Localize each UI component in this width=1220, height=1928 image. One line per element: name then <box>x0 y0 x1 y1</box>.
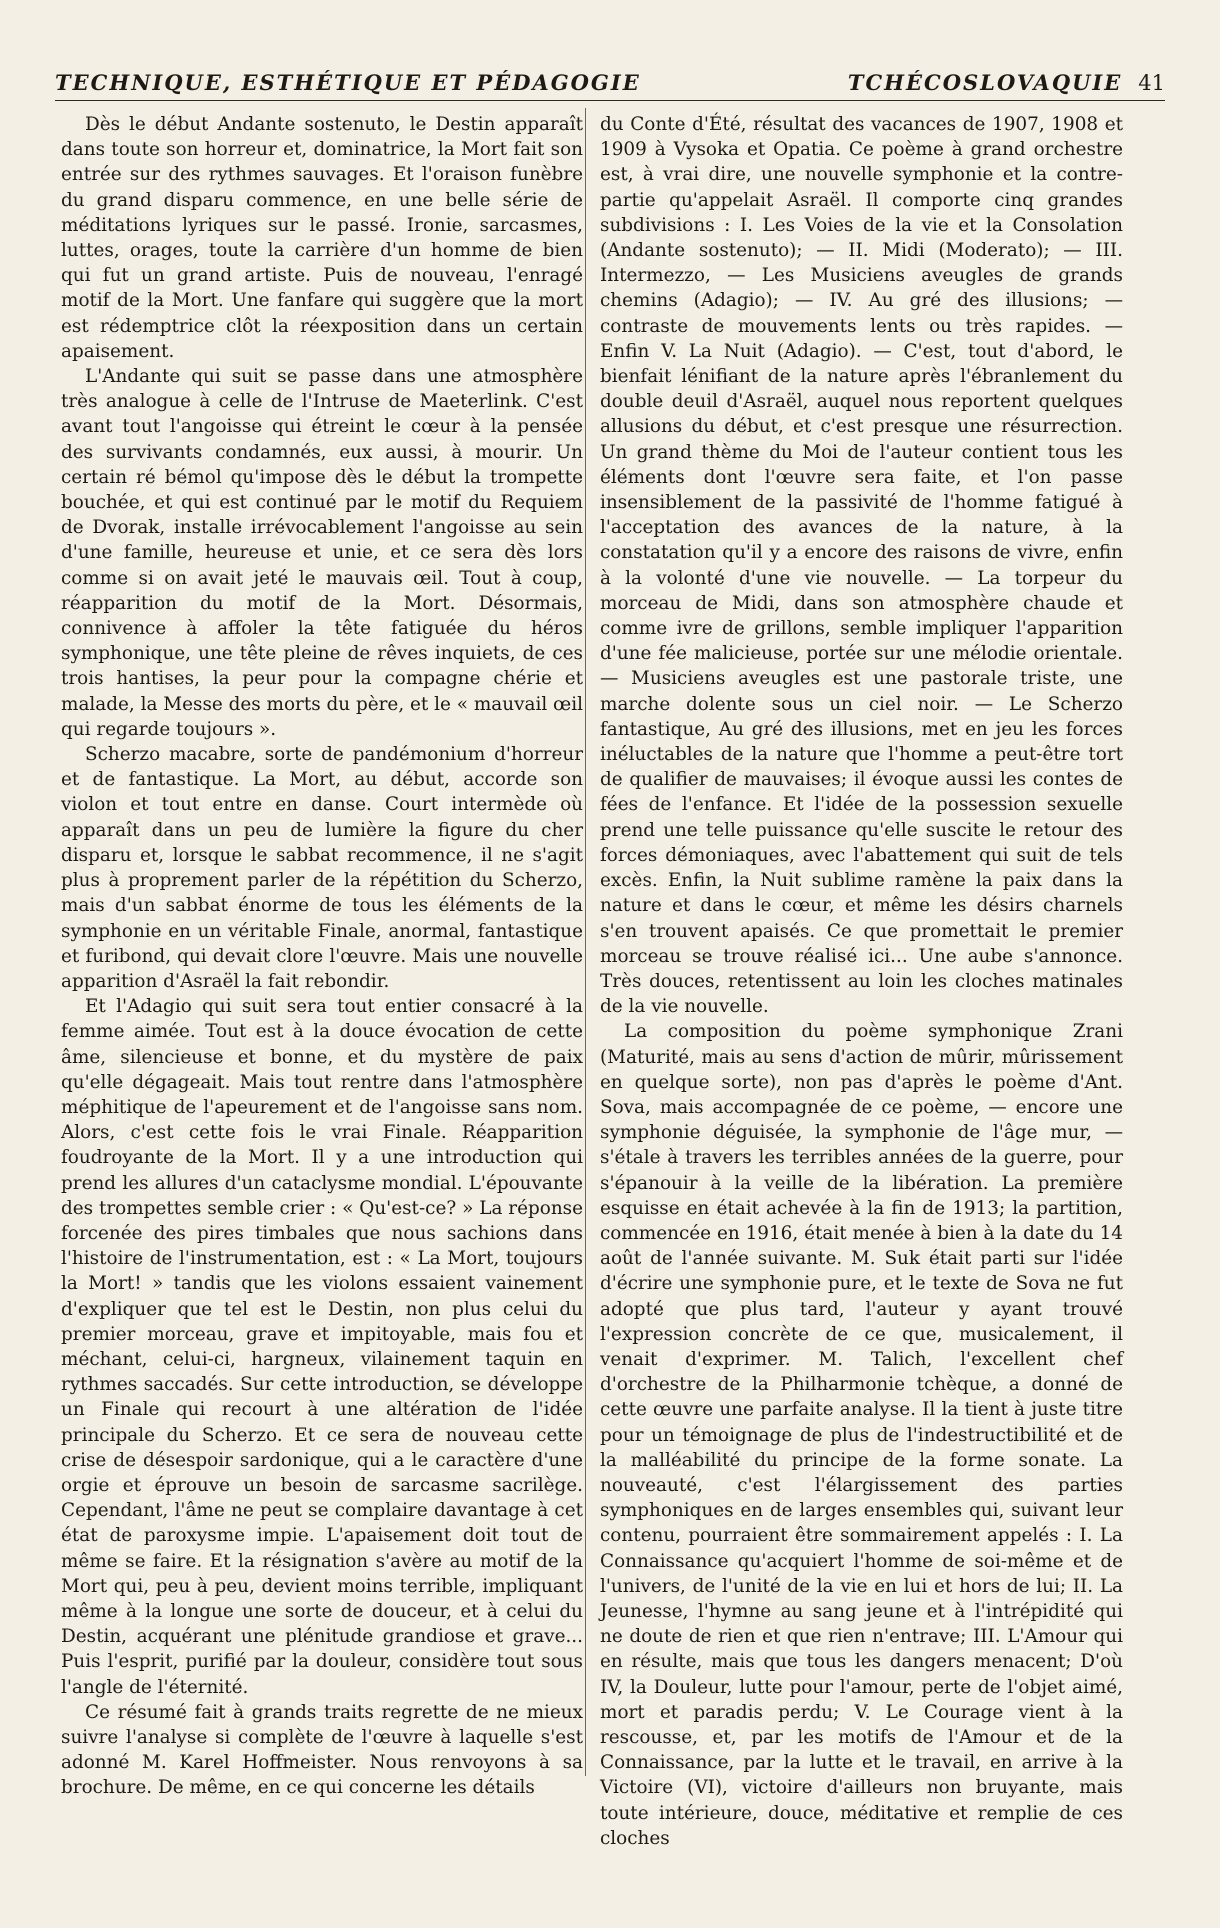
paragraph: Scherzo macabre, sorte de pandémonium d'horreur et de fantastique. La Mort, au début, accorde son violon et tout entre en danse. Court intermède où apparaît dans un peu de lumière la figure du cher disparu et, lorsque le sabbat recommence, il ne s'agit plus à proprement parler de la répétition du Scherzo, mais d'un sabbat énorme de tous les éléments de la symphonie en un véritable Finale, anormal, fantastique et furibond, qui devait clore l'œuvre. Mais une nouvelle apparition d'Asraël la fait rebondir. <box>61 744 583 992</box>
right-column <box>600 112 1123 1851</box>
header-right-group <box>848 70 1165 95</box>
paragraph: du Conte d'Été, résultat des vacances de 1907, 1908 et 1909 à Vysoka et Opatia. Ce poème à grand orchestre est, à vrai dire, une nouvelle symphonie et la contre-partie qu'appelait Asraël. Il comporte cinq grandes subdivisions : I. Les Voies de la vie et la Consolation (Andante sostenuto); — II. Midi (Moderato); — III. Intermezzo, — Les Musiciens aveugles de grands chemins (Adagio); — IV. Au gré des illusions; — contraste de mouvements lents ou très rapides. — Enfin V. La Nuit (Adagio). — C'est, tout d'abord, le bienfait lénifiant de la nature après l'ébranlement du double deuil d'Asraël, auquel nous reportent quelques allusions du début, et c'est presque une résurrection. Un grand thème du Moi de l'auteur contient tous les éléments dont l'œuvre sera faite, et l'on passe insensiblement de la passivité de l'homme fatigué à l'acceptation des avances de la nature, à la constatation qu'il y a encore des raisons de vivre, enfin à la volonté d'une vie nouvelle. — La torpeur du morceau de Midi, dans son atmosphère chaude et comme ivre de grillons, semble impliquer l'apparition d'une fée malicieuse, portée sur une mélodie orientale. — Musiciens aveugles est une pastorale triste, une marche dolente sous un ciel noir. — Le Scherzo fantastique, Au gré des illusions, met en jeu les forces inéluctables de la nature que l'homme a peut-être tort de qualifier de mauvaises; il évoque aussi les contes de fées de l'enfance. Et l'idée de la possession sexuelle prend une telle puissance qu'elle suscite le retour des forces démoniaques, avec l'abattement qui suit de tels excès. Enfin, la Nuit sublime ramène la paix dans la nature et dans le cœur, et même les désirs charnels s'en trouvent apaisés. Ce que promettait le premier morceau se trouve réalisé ici... Une aube s'annonce. Très douces, retentissent au loin les cloches matinales de la vie nouvelle. <box>600 114 1123 1018</box>
running-header <box>55 70 1165 95</box>
paragraph: L'Andante qui suit se passe dans une atmosphère très analogue à celle de l'Intruse de Maeterlink. C'est avant tout l'angoisse qui étreint le cœur à la pensée des survivants condamnés, eux aussi, à mourir. Un certain ré bémol qu'impose dès le début la trompette bouchée, et qui est continué par le motif du Requiem de Dvorak, installe irrévocablement l'angoisse au sein d'une famille, heureuse et unie, et ce sera dès lors comme si on avait jeté le mauvais œil. Tout à coup, réapparition du motif de la Mort. Désormais, connivence à affoler la tête fatiguée du héros symphonique, une tête pleine de rêves inquiets, de ces trois hantises, la peur pour la compagne chérie et malade, la Messe des morts du père, et le « mauvail œil qui regarde toujours ». <box>61 366 583 740</box>
paragraph: La composition du poème symphonique Zrani (Maturité, mais au sens d'action de mûrir, mûrissement en quelque sorte), non pas d'après le poème d'Ant. Sova, mais accompagnée de ce poème, — encore une symphonie déguisée, la symphonie de l'âge mur, — s'étale à travers les terribles années de la guerre, pour s'épanouir à la veille de la libération. La première esquisse en était achevée à la fin de 1913; la partition, commencée en 1916, était menée à bien à la date du 14 août de l'année suivante. M. Suk était parti sur l'idée d'écrire une symphonie pure, et le texte de Sova ne fut adopté que plus tard, l'auteur y ayant trouvé l'expression concrète de ce que, musicalement, il venait d'exprimer. M. Talich, l'excellent chef d'orchestre de la Philharmonie tchèque, a donné de cette œuvre une parfaite analyse. Il la tient à juste titre pour un témoignage de plus de l'indestructibilité et de la malléabilité du principe de la forme sonate. La nouveauté, c'est l'élargissement des parties symphoniques en de larges ensembles qui, suivant leur contenu, pourraient être sommairement appelés : I. La Connaissance qu'acquiert l'homme de soi-même et de l'univers, de l'unité de la vie en lui et hors de lui; II. La Jeunesse, l'hymne au sang jeune et à l'intrépidité qui ne doute de rien et que rien n'entrave; III. L'Amour qui en résulte, mais que tous les dangers menacent; D'où IV, la Douleur, lutte pour l'amour, perte de l'objet aimé, mort et paradis perdu; V. Le Courage vient à la rescousse, et, par les motifs de l'Amour et de la Connaissance, par la lutte et le travail, en arrive à la Victoire (VI), victoire d'ailleurs non bruyante, mais toute intérieure, douce, méditative et remplie de ces cloches <box>600 1021 1123 1849</box>
header-right: TCHÉCOSLOVAQUIE <box>847 70 1123 95</box>
paragraph: Ce résumé fait à grands traits regrette de ne mieux suivre l'analyse si complète de l'œuvre à laquelle s'est adonné M. Karel Hoffmeister. Nous renvoyons à sa brochure. De même, en ce qui concerne les détails <box>61 1701 583 1799</box>
paragraph: Et l'Adagio qui suit sera tout entier consacré à la femme aimée. Tout est à la douce évocation de cette âme, silencieuse et bonne, et du mystère de paix qu'elle dégageait. Mais tout rentre dans l'atmosphère méphitique de l'apeurement et de l'angoisse sans nom. Alors, c'est cette fois le vrai Finale. Réapparition foudroyante de la Mort. Il y a une introduction qui prend les allures d'un cataclysme mondial. L'épouvante des trompettes semble crier : « Qu'est-ce? » La réponse forcenée des pires timbales que nous sachions dans l'histoire de l'instrumentation, est : « La Mort, toujours la Mort! » tandis que les violons essaient vainement d'expliquer que tel est le Destin, non plus celui du premier morceau, grave et impitoyable, mais fou et méchant, celui-ci, hargneux, vilainement taquin en rythmes saccadés. Sur cette introduction, se développe un Finale qui recourt à une altération de l'idée principale du Scherzo. Et ce sera de nouveau cette crise de désespoir sardonique, qui a le caractère d'une orgie et éprouve un besoin de sarcasme sacrilège. Cependant, l'âme ne peut se complaire davantage à cet état de paroxysme impie. L'apaisement doit tout de même se faire. Et la résignation s'avère au motif de la Mort qui, peu à peu, devient moins terrible, impliquant même à la longue une sorte de douceur, et à celui du Destin, acquérant une plénitude grandiose et grave... Puis l'esprit, purifié par la douleur, considère tout sous l'angle de l'éternité. <box>61 996 583 1698</box>
paragraph: Dès le début Andante sostenuto, le Destin apparaît dans toute son horreur et, dominatrice, la Mort fait son entrée sur des rythmes sauvages. Et l'oraison funèbre du grand disparu commence, en une belle série de méditations lyriques sur le passé. Ironie, sarcasmes, luttes, orages, toute la carrière d'un homme de bien qui fut un grand artiste. Puis de nouveau, l'enragé motif de la Mort. Une fanfare qui suggère que la mort est rédemptrice clôt la réexposition dans un certain apaisement. <box>61 114 583 362</box>
left-column <box>61 112 583 1801</box>
page-number: 41 <box>1138 71 1165 95</box>
header-left: TECHNIQUE, ESTHÉTIQUE ET PÉDAGOGIE <box>55 70 641 95</box>
column-divider <box>585 108 586 1776</box>
header-rule <box>55 100 1165 101</box>
